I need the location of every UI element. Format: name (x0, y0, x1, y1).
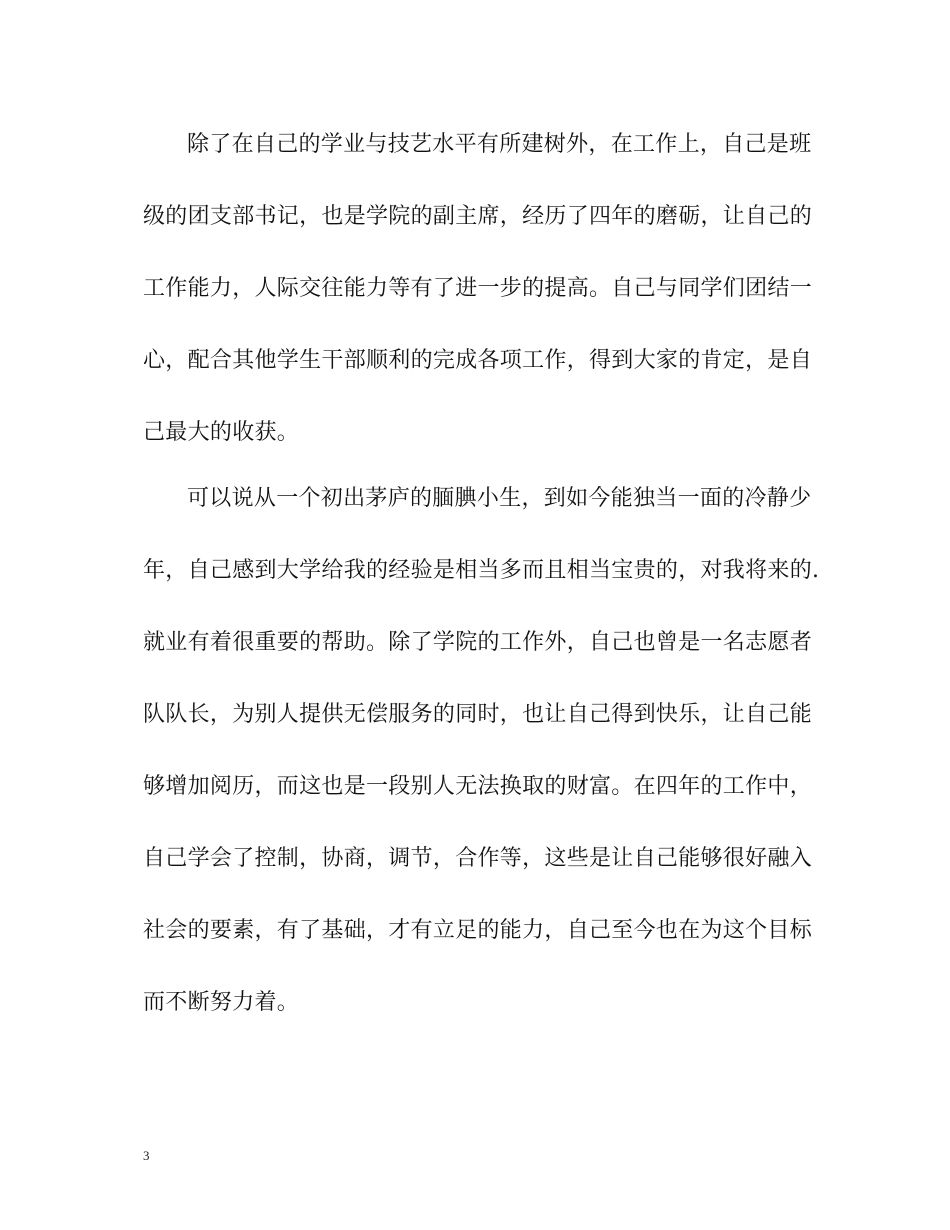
page-number: 3 (143, 1148, 150, 1163)
paragraph-2-line-2: 年，自己感到大学给我的经验是相当多而且相当宝贵的，对我将来的. (143, 558, 820, 583)
paragraph-1-line-4: 心，配合其他学生干部顺利的完成各项工作，得到大家的肯定，是自 (143, 348, 813, 373)
paragraph-1-line-2: 级的团支部书记，也是学院的副主席，经历了四年的磨砺，让自己的 (143, 204, 813, 229)
paragraph-2-line-7: 社会的要素，有了基础，才有立足的能力，自己至今也在为这个目标 (143, 918, 813, 943)
paragraph-1-line-1: 除了在自己的学业与技艺水平有所建树外，在工作上，自己是班 (187, 132, 812, 157)
paragraph-2-line-5: 够增加阅历，而这也是一段别人无法换取的财富。在四年的工作中， (143, 774, 813, 799)
paragraph-1-line-5: 己最大的收获。 (143, 420, 300, 445)
paragraph-2-line-1: 可以说从一个初出茅庐的腼腆小生，到如今能独当一面的冷静少 (187, 486, 812, 511)
paragraph-2-line-3: 就业有着很重要的帮助。除了学院的工作外，自己也曾是一名志愿者 (143, 630, 813, 655)
paragraph-2-line-4: 队队长，为别人提供无偿服务的同时，也让自己得到快乐，让自己能 (143, 702, 813, 727)
paragraph-1-line-3: 工作能力，人际交往能力等有了进一步的提高。自己与同学们团结一 (143, 276, 813, 301)
paragraph-2-line-8: 而不断努力着。 (143, 990, 300, 1015)
paragraph-2-line-6: 自己学会了控制，协商，调节，合作等，这些是让自己能够很好融入 (143, 846, 813, 871)
